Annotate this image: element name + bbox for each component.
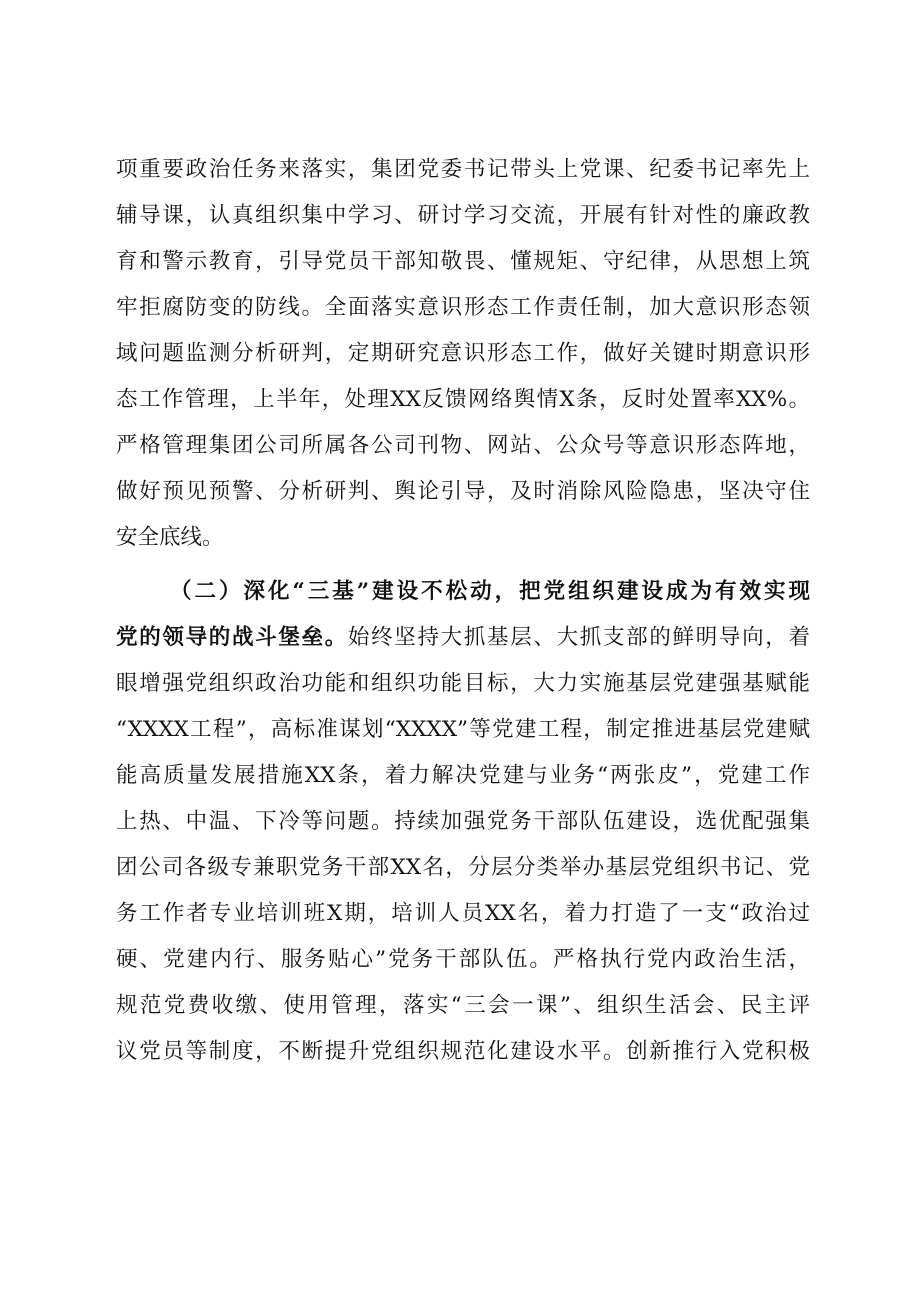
body-text-line: 辅导课，认真组织集中学习、研讨学习交流，开展有针对性的廉政教 [116,203,810,228]
section-heading-continued: 党的领导的战斗堡垒。 [116,625,348,650]
body-text-line: 严格管理集团公司所属各公司刊物、网站、公众号等意识形态阵地， [116,433,810,458]
body-text-line: 团公司各级专兼职党务干部XX名，分层分类举办基层党组织书记、党 [116,855,810,880]
body-text-line: 务工作者专业培训班X期，培训人员XX名，着力打造了一支“政治过 [116,901,810,926]
body-text-line: 育和警示教育，引导党员干部知敬畏、懂规矩、守纪律，从思想上筑 [116,249,810,274]
body-text-line: 规范党费收缴、使用管理，落实“三会一课”、组织生活会、民主评 [116,993,810,1018]
body-text-line: 牢拒腐防变的防线。全面落实意识形态工作责任制，加大意识形态领 [116,295,810,320]
body-text-line: 项重要政治任务来落实，集团党委书记带头上党课、纪委书记率先上 [116,157,810,182]
body-text-line: 域问题监测分析研判，定期研究意识形态工作，做好关键时期意识形 [116,341,810,366]
body-text-line: 能高质量发展措施XX条，着力解决党建与业务“两张皮”，党建工作 [116,763,810,788]
body-text-inline: 始终坚持大抓基层、大抓支部的鲜明导向，着 [347,625,810,650]
body-text-line: 做好预见预警、分析研判、舆论引导，及时消除风险隐患，坚决守住 [116,479,810,504]
body-text-line: 议党员等制度，不断提升党组织规范化建设水平。创新推行入党积极 [116,1039,810,1064]
body-text-line [116,618,810,658]
body-text-line: 上热、中温、下冷等问题。持续加强党务干部队伍建设，选优配强集 [116,809,810,834]
body-text-line: 硬、党建内行、服务贴心”党务干部队伍。严格执行党内政治生活， [116,947,810,972]
body-text-line: “XXXX工程”，高标准谋划“XXXX”等党建工程，制定推进基层党建赋 [116,717,810,742]
body-text-line: 态工作管理，上半年，处理XX反馈网络舆情X条，反时处置率XX%。 [116,387,810,412]
body-text-line: 眼增强党组织政治功能和组织功能目标，大力实施基层党建强基赋能 [116,671,810,696]
section-heading: （二）深化“三基”建设不松动，把党组织建设成为有效实现 [170,579,810,604]
body-text-line: 安全底线。 [116,525,224,550]
